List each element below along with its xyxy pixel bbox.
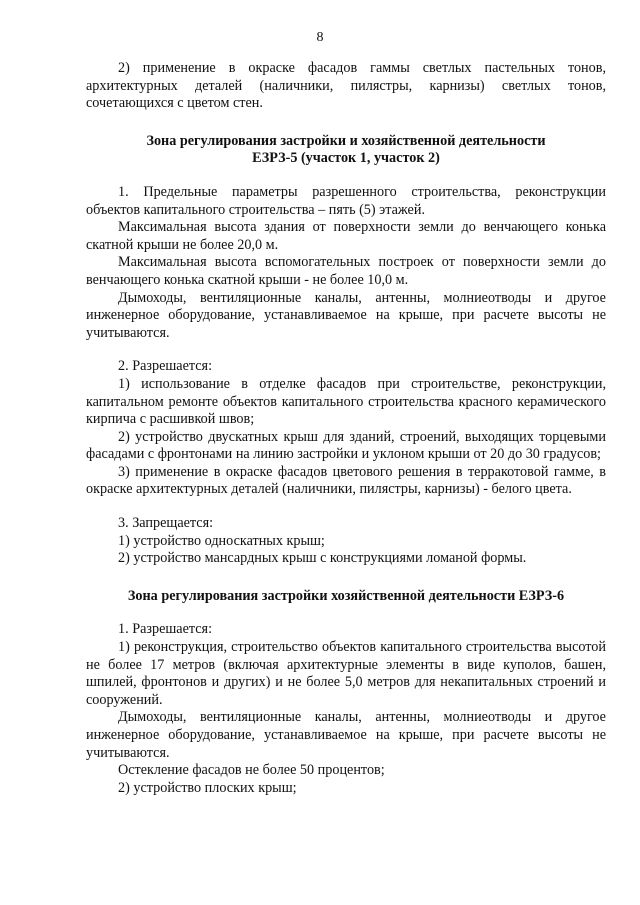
section-heading: Зона регулирования застройки и хозяйственной деятельности <box>146 132 546 149</box>
section-heading: Зона регулирования застройки хозяйственной деятельности ЕЗРЗ-6 <box>127 587 565 604</box>
paragraph: 2) устройство двускатных крыш для зданий, строений, выходящих торцевыми фасадами с фронтонами на линию застройки и уклоном крыши от 20 до 30 градусов; <box>86 428 606 463</box>
paragraph: 2) устройство плоских крыш; <box>118 779 297 796</box>
paragraph: 3) применение в окраске фасадов цветового решения в терракотовой гамме, в окраске архитектурных деталей (наличники, пилястры, карнизы) - белого цвета. <box>86 463 606 498</box>
paragraph: Максимальная высота вспомогательных построек от поверхности земли до венчающего конька скатной крыши - не более 10,0 м. <box>86 254 606 288</box>
spacer <box>86 168 606 184</box>
spacer <box>86 113 606 133</box>
paragraph: Дымоходы, вентиляционные каналы, антенны, молниеотводы и другое инженерное оборудование, устанавливаемое на крыше, при расчете высоты не учитываются. <box>86 289 606 341</box>
spacer <box>86 342 606 358</box>
paragraph: Максимальная высота здания от поверхности земли до венчающего конька скатной крыши не более 20,0 м. <box>86 219 606 253</box>
paragraph: 3. Запрещается: <box>118 515 214 532</box>
section-heading: ЕЗРЗ-5 (участок 1, участок 2) <box>252 150 440 167</box>
paragraph: Остекление фасадов не более 50 процентов; <box>118 762 385 779</box>
page-number: 8 <box>316 30 324 45</box>
paragraph: 1) устройство односкатных крыш; <box>118 532 325 549</box>
paragraph: 2) устройство мансардных крыш с конструкциями ломаной формы. <box>118 550 527 567</box>
paragraph: 1) использование в отделке фасадов при строительстве, реконструкции, капитальном ремонте объектов капитального строительства красного керамического кирпича с расшивкой швов; <box>86 375 606 428</box>
document-body <box>86 60 606 797</box>
spacer <box>86 499 606 515</box>
spacer <box>86 605 606 621</box>
paragraph: 2) применение в окраске фасадов гаммы светлых пастельных тонов, архитектурных деталей (наличники, пилястры, карнизы) светлых тонов, сочетающихся с цветом стен. <box>86 60 606 112</box>
paragraph: 2. Разрешается: <box>118 358 213 375</box>
paragraph: 1) реконструкция, строительство объектов капитального строительства высотой не более 17 метров (включая архитектурные элементы в виде куполов, башен, шпилей, фронтонов и других) и не более 5,0 метров для некапитальных строений и сооружений. <box>86 639 606 708</box>
spacer <box>86 568 606 588</box>
paragraph: 1. Разрешается: <box>118 621 213 638</box>
paragraph: Дымоходы, вентиляционные каналы, антенны, молниеотводы и другое инженерное оборудование, устанавливаемое на крыше, при расчете высоты не учитываются. <box>86 709 606 761</box>
paragraph: 1. Предельные параметры разрешенного строительства, реконструкции объектов капитального строительства – пять (5) этажей. <box>86 183 606 218</box>
